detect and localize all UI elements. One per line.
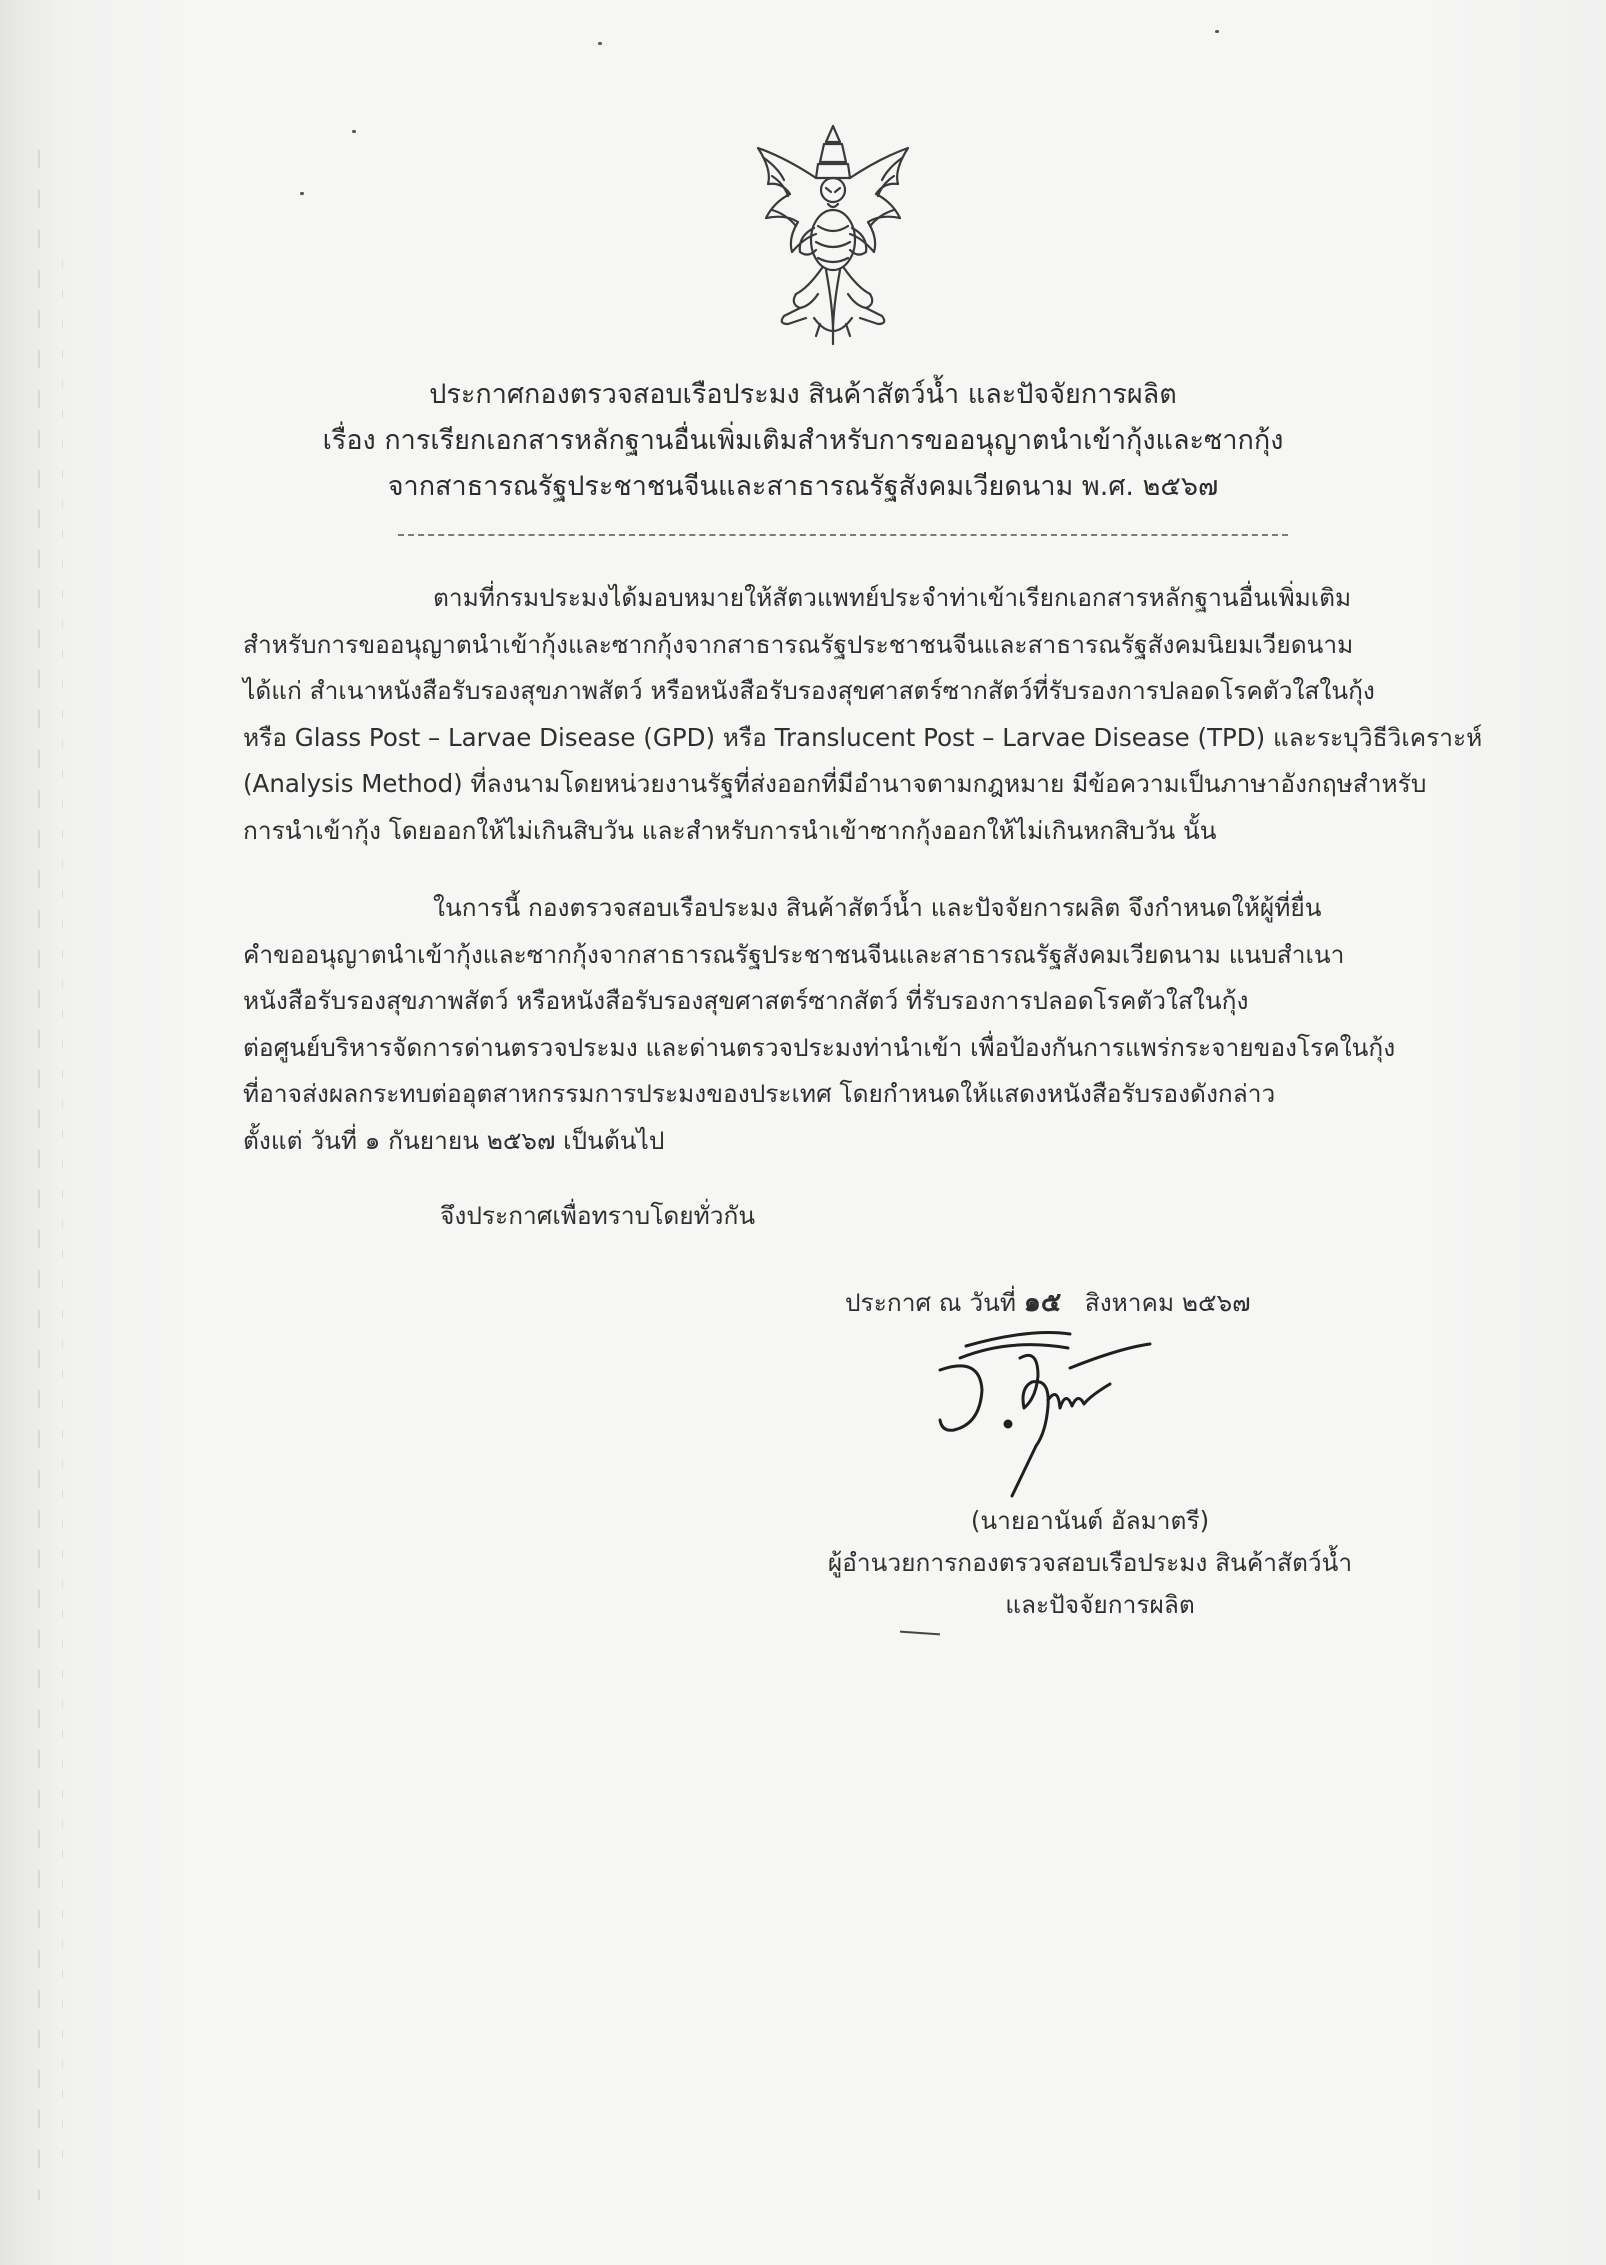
- header-subject: เรื่อง การเรียกเอกสารหลักฐานอื่นเพิ่มเติมสำหรับการขออนุญาตนำเข้ากุ้งและซากกุ้ง: [322, 425, 1284, 456]
- paragraph-line: หรือ Glass Post – Larvae Disease (GPD) หรือ Translucent Post – Larvae Disease (TPD) และระบุวิธีวิเคราะห์: [243, 722, 1483, 752]
- pen-mark: [900, 1631, 940, 1636]
- announcement-month-year: สิงหาคม ๒๕๖๗: [1084, 1288, 1251, 1317]
- garuda-emblem-icon: [738, 118, 928, 348]
- paragraph-line: ในการนี้ กองตรวจสอบเรือประมง สินค้าสัตว์น้ำ และปัจจัยการผลิต จึงกำหนดให้ผู้ที่ยื่น: [433, 893, 1322, 922]
- header-subject-continued: จากสาธารณรัฐประชาชนจีนและสาธารณรัฐสังคมเวียดนาม พ.ศ. ๒๕๖๗: [387, 471, 1219, 502]
- paragraph-line: สำหรับการขออนุญาตนำเข้ากุ้งและซากกุ้งจากสาธารณรัฐประชาชนจีนและสาธารณรัฐสังคมนิยมเวียดนาม: [243, 629, 1354, 659]
- scan-speck: [1215, 30, 1219, 33]
- signatory-title-continued: และปัจจัยการผลิต: [1005, 1590, 1195, 1619]
- announcement-date: [845, 1280, 1251, 1323]
- paragraph-line: (Analysis Method) ที่ลงนามโดยหน่วยงานรัฐที่ส่งออกที่มีอำนาจตามกฎหมาย มีข้อความเป็นภาษาอังกฤษสำหรับ: [243, 769, 1427, 798]
- body-paragraph-1: [243, 575, 1483, 854]
- scan-speck: [300, 192, 304, 195]
- header-title: ประกาศกองตรวจสอบเรือประมง สินค้าสัตว์น้ำ และปัจจัยการผลิต: [429, 379, 1177, 410]
- paragraph-line: การนำเข้ากุ้ง โดยออกให้ไม่เกินสิบวัน และสำหรับการนำเข้าซากกุ้งออกให้ไม่เกินหกสิบวัน นั้น: [243, 815, 1217, 845]
- header-divider: [398, 534, 1288, 536]
- signatory-name: (นายอานันต์ อัลมาตรี): [970, 1506, 1210, 1535]
- paragraph-line: หนังสือรับรองสุขภาพสัตว์ หรือหนังสือรับรองสุขศาสตร์ซากสัตว์ ที่รับรองการปลอดโรคตัวใสในกุ้ง: [243, 986, 1249, 1015]
- handwritten-signature-icon: [920, 1328, 1200, 1498]
- paragraph-line: ตั้งแต่ วันที่ ๑ กันยายน ๒๕๖๗ เป็นต้นไป: [243, 1125, 665, 1155]
- paragraph-line: ได้แก่ สำเนาหนังสือรับรองสุขภาพสัตว์ หรือหนังสือรับรองสุขศาสตร์ซากสัตว์ที่รับรองการปลอดโรคตัวใสในกุ้ง: [243, 676, 1375, 705]
- paragraph-line: คำขออนุญาตนำเข้ากุ้งและซากกุ้งจากสาธารณรัฐประชาชนจีนและสาธารณรัฐสังคมเวียดนาม แนบสำเนา: [243, 939, 1345, 969]
- closing-statement: จึงประกาศเพื่อทราบโดยทั่วกัน: [440, 1201, 756, 1230]
- document-header: [300, 372, 1306, 510]
- scan-speck: [352, 130, 356, 133]
- paragraph-line: ที่อาจส่งผลกระทบต่ออุตสาหกรรมการประมงของประเทศ โดยกำหนดให้แสดงหนังสือรับรองดังกล่าว: [243, 1079, 1276, 1108]
- scan-speck: [598, 42, 602, 45]
- paragraph-line: ต่อศูนย์บริหารจัดการด่านตรวจประมง และด่านตรวจประมงท่านำเข้า เพื่อป้องกันการแพร่กระจายของโรคในกุ้ง: [243, 1032, 1396, 1062]
- scan-edge-artifact: [62, 260, 63, 2160]
- announcement-prefix: ประกาศ ณ วันที่: [845, 1288, 1016, 1317]
- announcement-day: ๑๕: [1023, 1287, 1062, 1318]
- scan-edge-artifact: [38, 150, 40, 2200]
- signatory-block: [790, 1500, 1390, 1626]
- paragraph-line: ตามที่กรมประมงได้มอบหมายให้สัตวแพทย์ประจำท่าเข้าเรียกเอกสารหลักฐานอื่นเพิ่มเติม: [433, 583, 1352, 612]
- signatory-title: ผู้อำนวยการกองตรวจสอบเรือประมง สินค้าสัตว์น้ำ: [827, 1548, 1353, 1577]
- body-paragraph-2: [243, 885, 1443, 1164]
